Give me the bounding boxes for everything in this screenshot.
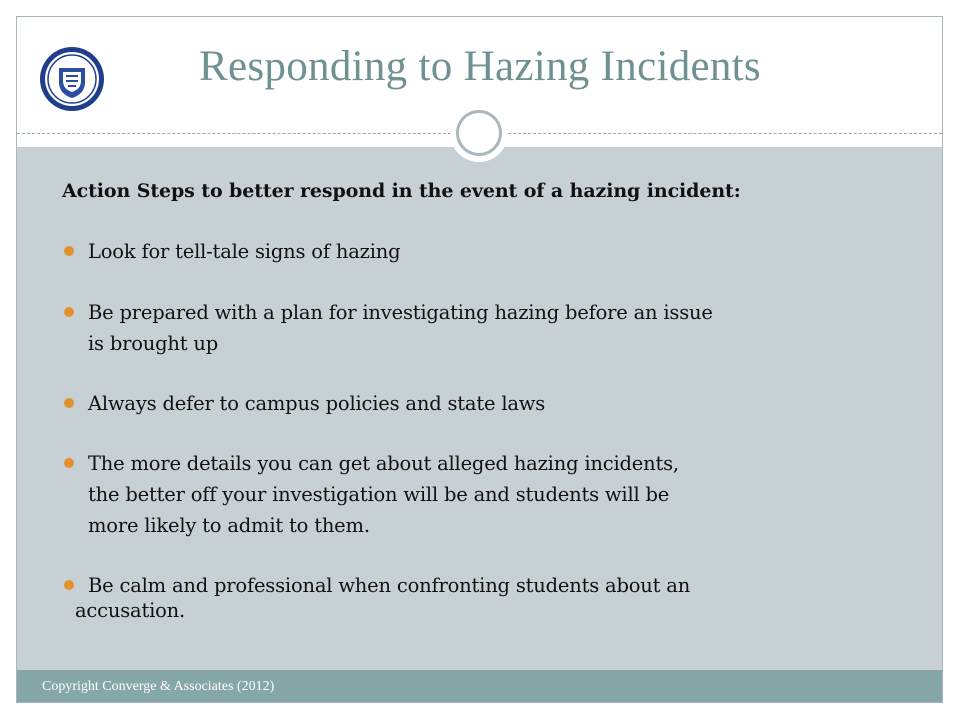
slide-title: Responding to Hazing Incidents	[199, 43, 761, 90]
bullet-dot-icon	[64, 580, 74, 590]
bullet-item-line: Always defer to campus policies and state laws	[88, 392, 546, 415]
bullet-item-line: Look for tell-tale signs of hazing	[88, 240, 401, 263]
bullet-item-line: the better off your investigation will be and students will be	[88, 483, 670, 506]
bullet-item-line: accusation.	[75, 599, 186, 622]
ring-ornament-icon	[450, 104, 508, 162]
bullet-dot-icon	[64, 307, 74, 317]
bullet-item-line: is brought up	[88, 332, 219, 355]
footer-copyright: Copyright Converge & Associates (2012)	[42, 679, 275, 694]
bullet-item-line: The more details you can get about alleged hazing incidents,	[88, 452, 679, 475]
section-heading: Action Steps to better respond in the event of a hazing incident:	[62, 180, 741, 202]
bullet-item-line: Be calm and professional when confronting students about an	[88, 574, 691, 597]
bullet-dot-icon	[64, 458, 74, 468]
bullet-item-line: Be prepared with a plan for investigating hazing before an issue	[88, 301, 713, 324]
bullet-dot-icon	[64, 246, 74, 256]
bullet-dot-icon	[64, 398, 74, 408]
bullet-item-line: more likely to admit to them.	[88, 514, 370, 537]
